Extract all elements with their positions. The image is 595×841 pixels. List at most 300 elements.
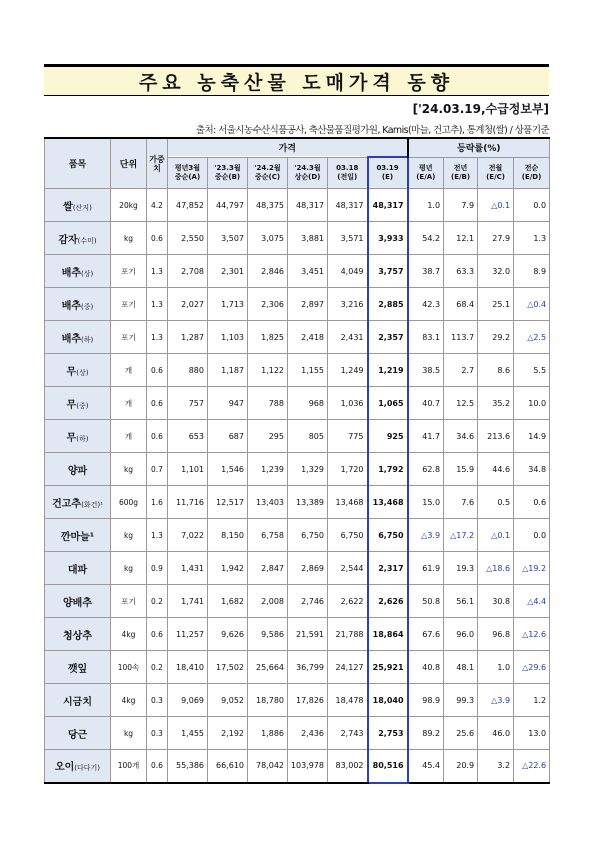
unit-cell: kg [111,717,147,750]
table-row [45,519,550,552]
price-lastmonth-cell: 2,846 [248,255,288,288]
price-lastmonth-cell: 25,664 [248,651,288,684]
price-early-cell: 48,317 [288,189,328,222]
header-unit: 단위 [111,138,147,189]
price-today-cell: 2,317 [368,552,408,585]
price-today-cell: 2,885 [368,288,408,321]
price-lastmonth-cell: 2,847 [248,552,288,585]
rate-lastyear-cell: 7.9 [444,189,478,222]
rate-prev-cell: 1.2 [514,684,550,717]
price-avg-cell: 2,027 [168,288,208,321]
rate-lastmonth-cell: △0.1 [478,189,514,222]
price-lastyear-cell: 1,682 [208,585,248,618]
header-p6: 03.19 (E) [368,157,408,189]
price-prevday-cell: 83,002 [328,750,368,783]
price-today-cell: 1,219 [368,354,408,387]
rate-prev-cell: △22.6 [514,750,550,783]
unit-cell: 4kg [111,618,147,651]
price-avg-cell: 11,257 [168,618,208,651]
header-price: 가격 [168,138,408,157]
rate-lastyear-cell: 68.4 [444,288,478,321]
header-p2: '23.3월 중순(B) [208,157,248,189]
price-prevday-cell: 2,431 [328,321,368,354]
price-early-cell: 6,750 [288,519,328,552]
unit-cell: 4kg [111,684,147,717]
rate-prev-cell: 14.9 [514,420,550,453]
rate-lastyear-cell: △17.2 [444,519,478,552]
item-grade: (산지) [72,203,92,212]
rate-prev-cell: △0.4 [514,288,550,321]
price-today-cell: 18,040 [368,684,408,717]
item-name: 배추 [61,333,82,345]
price-early-cell: 2,436 [288,717,328,750]
table-row [45,222,550,255]
item-name: 오이 [54,762,75,774]
header-r2: 전년 (E/B) [444,157,478,189]
rate-prev-cell: 0.0 [514,519,550,552]
unit-cell: 개 [111,420,147,453]
header-p1: 평년3월 중순(A) [168,157,208,189]
price-lastmonth-cell: 295 [248,420,288,453]
item-grade: (다다기) [74,764,101,773]
price-lastyear-cell: 17,502 [208,651,248,684]
item-name-cell [45,321,111,354]
item-name: 깻잎 [67,663,88,675]
weight-cell: 0.2 [147,585,168,618]
item-name: 양배추 [63,597,92,609]
price-prevday-cell: 6,750 [328,519,368,552]
rate-prev-cell: △2.5 [514,321,550,354]
price-lastmonth-cell: 78,042 [248,750,288,783]
price-today-cell: 80,516 [368,750,408,783]
item-name-cell [45,651,111,684]
table-row [45,288,550,321]
rate-lastyear-cell: 48.1 [444,651,478,684]
item-name: 배추 [61,300,82,312]
unit-cell: 100속 [111,651,147,684]
rate-lastyear-cell: 34.6 [444,420,478,453]
price-lastyear-cell: 8,150 [208,519,248,552]
rate-lastmonth-cell: 96.8 [478,618,514,651]
header-r4: 전순 (E/D) [514,157,550,189]
table-row [45,453,550,486]
table-row [45,387,550,420]
rate-prev-cell: △4.4 [514,585,550,618]
weight-cell: 1.3 [147,288,168,321]
rate-prev-cell: △29.6 [514,651,550,684]
weight-cell: 0.6 [147,222,168,255]
price-today-cell: 2,626 [368,585,408,618]
rate-lastyear-cell: 2.7 [444,354,478,387]
item-grade: (하) [81,335,94,344]
source-note: 출처: 서울시농수산식품공사, 축산물품질평가원, Kamis(마늘, 건고추), 통계청(쌀) / 상품기준 [195,125,549,136]
price-lastmonth-cell: 13,403 [248,486,288,519]
unit-cell: kg [111,519,147,552]
table-row [45,189,550,222]
item-name-cell [45,585,111,618]
weight-cell: 0.6 [147,354,168,387]
rate-lastmonth-cell: 0.5 [478,486,514,519]
price-early-cell: 1,329 [288,453,328,486]
weight-cell: 1.6 [147,486,168,519]
price-early-cell: 1,155 [288,354,328,387]
price-table [44,137,550,784]
unit-cell: 600g [111,486,147,519]
price-prevday-cell: 775 [328,420,368,453]
price-lastyear-cell: 3,507 [208,222,248,255]
table-row [45,651,550,684]
item-name-cell [45,618,111,651]
weight-cell: 1.3 [147,255,168,288]
rate-lastyear-cell: 20.9 [444,750,478,783]
unit-cell: 20kg [111,189,147,222]
rate-avg-cell: 54.2 [408,222,444,255]
weight-cell: 0.6 [147,420,168,453]
item-name: 깐마늘¹ [60,531,95,543]
rate-avg-cell: 45.4 [408,750,444,783]
item-name-cell [45,486,111,519]
price-avg-cell: 1,455 [168,717,208,750]
price-lastmonth-cell: 3,075 [248,222,288,255]
item-grade: (중) [76,401,89,410]
item-name-cell [45,750,111,783]
price-avg-cell: 1,287 [168,321,208,354]
table-row [45,717,550,750]
rate-avg-cell: 15.0 [408,486,444,519]
weight-cell: 0.6 [147,750,168,783]
rate-prev-cell: 0.0 [514,189,550,222]
price-lastyear-cell: 9,626 [208,618,248,651]
rate-lastyear-cell: 7.6 [444,486,478,519]
price-prevday-cell: 3,571 [328,222,368,255]
item-name-cell [45,222,111,255]
price-early-cell: 3,451 [288,255,328,288]
item-name: 건고추 [52,498,82,510]
table-row [45,420,550,453]
price-prevday-cell: 48,317 [328,189,368,222]
item-name: 양파 [67,465,88,477]
rate-avg-cell: 41.7 [408,420,444,453]
rate-lastyear-cell: 19.3 [444,552,478,585]
price-lastyear-cell: 2,192 [208,717,248,750]
price-today-cell: 2,753 [368,717,408,750]
price-prevday-cell: 24,127 [328,651,368,684]
item-grade: (수미) [77,236,97,245]
item-grade: (하) [76,434,89,443]
price-lastmonth-cell: 1,825 [248,321,288,354]
price-lastmonth-cell: 1,122 [248,354,288,387]
rate-avg-cell: 89.2 [408,717,444,750]
price-lastmonth-cell: 1,886 [248,717,288,750]
price-today-cell: 1,792 [368,453,408,486]
item-name-cell [45,189,111,222]
price-lastyear-cell: 1,546 [208,453,248,486]
rate-lastmonth-cell: 44.6 [478,453,514,486]
price-lastyear-cell: 2,301 [208,255,248,288]
page-title: 주요 농축산물 도매가격 동향 [138,71,455,94]
item-name: 무 [66,399,77,411]
price-lastmonth-cell: 2,306 [248,288,288,321]
price-early-cell: 21,591 [288,618,328,651]
rate-lastmonth-cell: 213.6 [478,420,514,453]
price-lastyear-cell: 9,052 [208,684,248,717]
price-prevday-cell: 1,720 [328,453,368,486]
price-avg-cell: 2,708 [168,255,208,288]
rate-lastmonth-cell: 25.1 [478,288,514,321]
rate-prev-cell: 34.8 [514,453,550,486]
price-prevday-cell: 13,468 [328,486,368,519]
rate-lastmonth-cell: 32.0 [478,255,514,288]
weight-cell: 1.3 [147,321,168,354]
item-name-cell [45,552,111,585]
rate-prev-cell: 5.5 [514,354,550,387]
price-early-cell: 2,418 [288,321,328,354]
rate-lastmonth-cell: 27.9 [478,222,514,255]
price-avg-cell: 653 [168,420,208,453]
price-lastyear-cell: 12,517 [208,486,248,519]
item-name: 청상추 [63,630,92,642]
rate-prev-cell: 13.0 [514,717,550,750]
rate-prev-cell: 8.9 [514,255,550,288]
price-early-cell: 103,978 [288,750,328,783]
item-name: 시금치 [63,696,92,708]
rate-avg-cell: 1.0 [408,189,444,222]
weight-cell: 0.2 [147,651,168,684]
item-name-cell [45,354,111,387]
price-prevday-cell: 1,249 [328,354,368,387]
rate-lastmonth-cell: △3.9 [478,684,514,717]
weight-cell: 0.7 [147,453,168,486]
rate-lastyear-cell: 56.1 [444,585,478,618]
rate-prev-cell: △19.2 [514,552,550,585]
unit-cell: 포기 [111,288,147,321]
rate-avg-cell: 42.3 [408,288,444,321]
rate-lastyear-cell: 96.0 [444,618,478,651]
item-name: 감자 [58,234,78,246]
price-prevday-cell: 2,544 [328,552,368,585]
unit-cell: kg [111,552,147,585]
unit-cell: 개 [111,387,147,420]
price-lastmonth-cell: 788 [248,387,288,420]
price-lastyear-cell: 1,187 [208,354,248,387]
rate-avg-cell: 67.6 [408,618,444,651]
table-row [45,585,550,618]
rate-prev-cell: 1.3 [514,222,550,255]
table-row [45,552,550,585]
rate-prev-cell: 10.0 [514,387,550,420]
item-name: 대파 [67,564,88,576]
item-grade: (중) [81,302,94,311]
price-today-cell: 48,317 [368,189,408,222]
weight-cell: 0.6 [147,387,168,420]
item-name-cell [45,453,111,486]
unit-cell: 포기 [111,255,147,288]
rate-lastyear-cell: 99.3 [444,684,478,717]
price-early-cell: 2,869 [288,552,328,585]
price-avg-cell: 1,101 [168,453,208,486]
item-name-cell [45,420,111,453]
price-avg-cell: 18,410 [168,651,208,684]
table-body [45,189,550,783]
price-avg-cell: 11,716 [168,486,208,519]
rate-lastyear-cell: 15.9 [444,453,478,486]
price-lastmonth-cell: 1,239 [248,453,288,486]
header-rate: 등락률(%) [408,138,550,157]
price-lastmonth-cell: 18,780 [248,684,288,717]
weight-cell: 1.3 [147,519,168,552]
title-banner [44,64,549,96]
price-prevday-cell: 4,049 [328,255,368,288]
item-name-cell [45,717,111,750]
price-today-cell: 6,750 [368,519,408,552]
table-row [45,486,550,519]
price-avg-cell: 2,550 [168,222,208,255]
header-p4: '24.3월 상순(D) [288,157,328,189]
price-lastyear-cell: 1,103 [208,321,248,354]
price-today-cell: 925 [368,420,408,453]
price-prevday-cell: 2,743 [328,717,368,750]
price-today-cell: 1,065 [368,387,408,420]
header-item: 품목 [45,138,111,189]
rate-lastmonth-cell: 46.0 [478,717,514,750]
weight-cell: 0.3 [147,717,168,750]
price-avg-cell: 1,431 [168,552,208,585]
item-name-cell [45,288,111,321]
rate-lastyear-cell: 63.3 [444,255,478,288]
table-row [45,321,550,354]
price-early-cell: 36,799 [288,651,328,684]
price-lastyear-cell: 66,610 [208,750,248,783]
price-early-cell: 2,746 [288,585,328,618]
price-prevday-cell: 2,622 [328,585,368,618]
item-name-cell [45,684,111,717]
rate-lastmonth-cell: 29.2 [478,321,514,354]
unit-cell: 포기 [111,585,147,618]
unit-cell: kg [111,453,147,486]
rate-avg-cell: 61.9 [408,552,444,585]
price-lastmonth-cell: 48,375 [248,189,288,222]
price-lastmonth-cell: 2,008 [248,585,288,618]
unit-cell: 개 [111,354,147,387]
price-lastyear-cell: 1,942 [208,552,248,585]
item-name: 무 [66,432,77,444]
unit-cell: kg [111,222,147,255]
price-early-cell: 2,897 [288,288,328,321]
item-grade: (상) [76,368,89,377]
item-name-cell [45,519,111,552]
price-avg-cell: 55,386 [168,750,208,783]
price-prevday-cell: 1,036 [328,387,368,420]
item-name: 당근 [67,729,88,741]
header-r3: 전월 (E/C) [478,157,514,189]
weight-cell: 0.3 [147,684,168,717]
weight-cell: 0.6 [147,618,168,651]
item-name-cell [45,387,111,420]
rate-avg-cell: 40.7 [408,387,444,420]
item-name: 배추 [61,267,82,279]
item-grade: (상) [81,269,94,278]
price-early-cell: 13,389 [288,486,328,519]
rate-avg-cell: 62.8 [408,453,444,486]
price-lastmonth-cell: 9,586 [248,618,288,651]
weight-cell: 4.2 [147,189,168,222]
price-lastmonth-cell: 6,758 [248,519,288,552]
header-p3: '24.2월 중순(C) [248,157,288,189]
item-name-cell [45,255,111,288]
item-name: 쌀 [63,201,73,213]
rate-lastyear-cell: 12.1 [444,222,478,255]
price-early-cell: 805 [288,420,328,453]
rate-avg-cell: 38.5 [408,354,444,387]
price-today-cell: 13,468 [368,486,408,519]
rate-lastmonth-cell: 1.0 [478,651,514,684]
item-name: 무 [66,366,77,378]
price-lastyear-cell: 1,713 [208,288,248,321]
price-lastyear-cell: 947 [208,387,248,420]
price-today-cell: 25,921 [368,651,408,684]
price-early-cell: 968 [288,387,328,420]
rate-lastmonth-cell: 8.6 [478,354,514,387]
price-today-cell: 3,757 [368,255,408,288]
price-avg-cell: 1,741 [168,585,208,618]
table-row [45,684,550,717]
price-prevday-cell: 21,788 [328,618,368,651]
header-p5: 03.18 (전일) [328,157,368,189]
table-row [45,354,550,387]
unit-cell: 100개 [111,750,147,783]
unit-cell: 포기 [111,321,147,354]
header-weight: 가중치 [147,138,168,189]
price-today-cell: 3,933 [368,222,408,255]
rate-prev-cell: △12.6 [514,618,550,651]
rate-avg-cell: 50.8 [408,585,444,618]
price-lastyear-cell: 44,797 [208,189,248,222]
rate-lastyear-cell: 113.7 [444,321,478,354]
item-grade: (화건)¹ [81,500,103,509]
price-lastyear-cell: 687 [208,420,248,453]
date-source: ['24.03.19,수급정보부] [412,102,549,116]
rate-lastmonth-cell: △18.6 [478,552,514,585]
rate-lastmonth-cell: △0.1 [478,519,514,552]
price-avg-cell: 7,022 [168,519,208,552]
rate-lastyear-cell: 25.6 [444,717,478,750]
price-avg-cell: 880 [168,354,208,387]
price-today-cell: 2,357 [368,321,408,354]
price-early-cell: 17,826 [288,684,328,717]
rate-avg-cell: 83.1 [408,321,444,354]
header-r1: 평년 (E/A) [408,157,444,189]
price-avg-cell: 47,852 [168,189,208,222]
rate-avg-cell: 98.9 [408,684,444,717]
price-avg-cell: 9,069 [168,684,208,717]
rate-lastmonth-cell: 3.2 [478,750,514,783]
weight-cell: 0.9 [147,552,168,585]
table-row [45,750,550,783]
price-prevday-cell: 3,216 [328,288,368,321]
price-prevday-cell: 18,478 [328,684,368,717]
price-early-cell: 3,881 [288,222,328,255]
price-today-cell: 18,864 [368,618,408,651]
rate-avg-cell: 38.7 [408,255,444,288]
table-row [45,255,550,288]
rate-lastyear-cell: 12.5 [444,387,478,420]
rate-avg-cell: 40.8 [408,651,444,684]
rate-lastmonth-cell: 35.2 [478,387,514,420]
rate-avg-cell: △3.9 [408,519,444,552]
rate-prev-cell: 0.6 [514,486,550,519]
table-row [45,618,550,651]
price-avg-cell: 757 [168,387,208,420]
